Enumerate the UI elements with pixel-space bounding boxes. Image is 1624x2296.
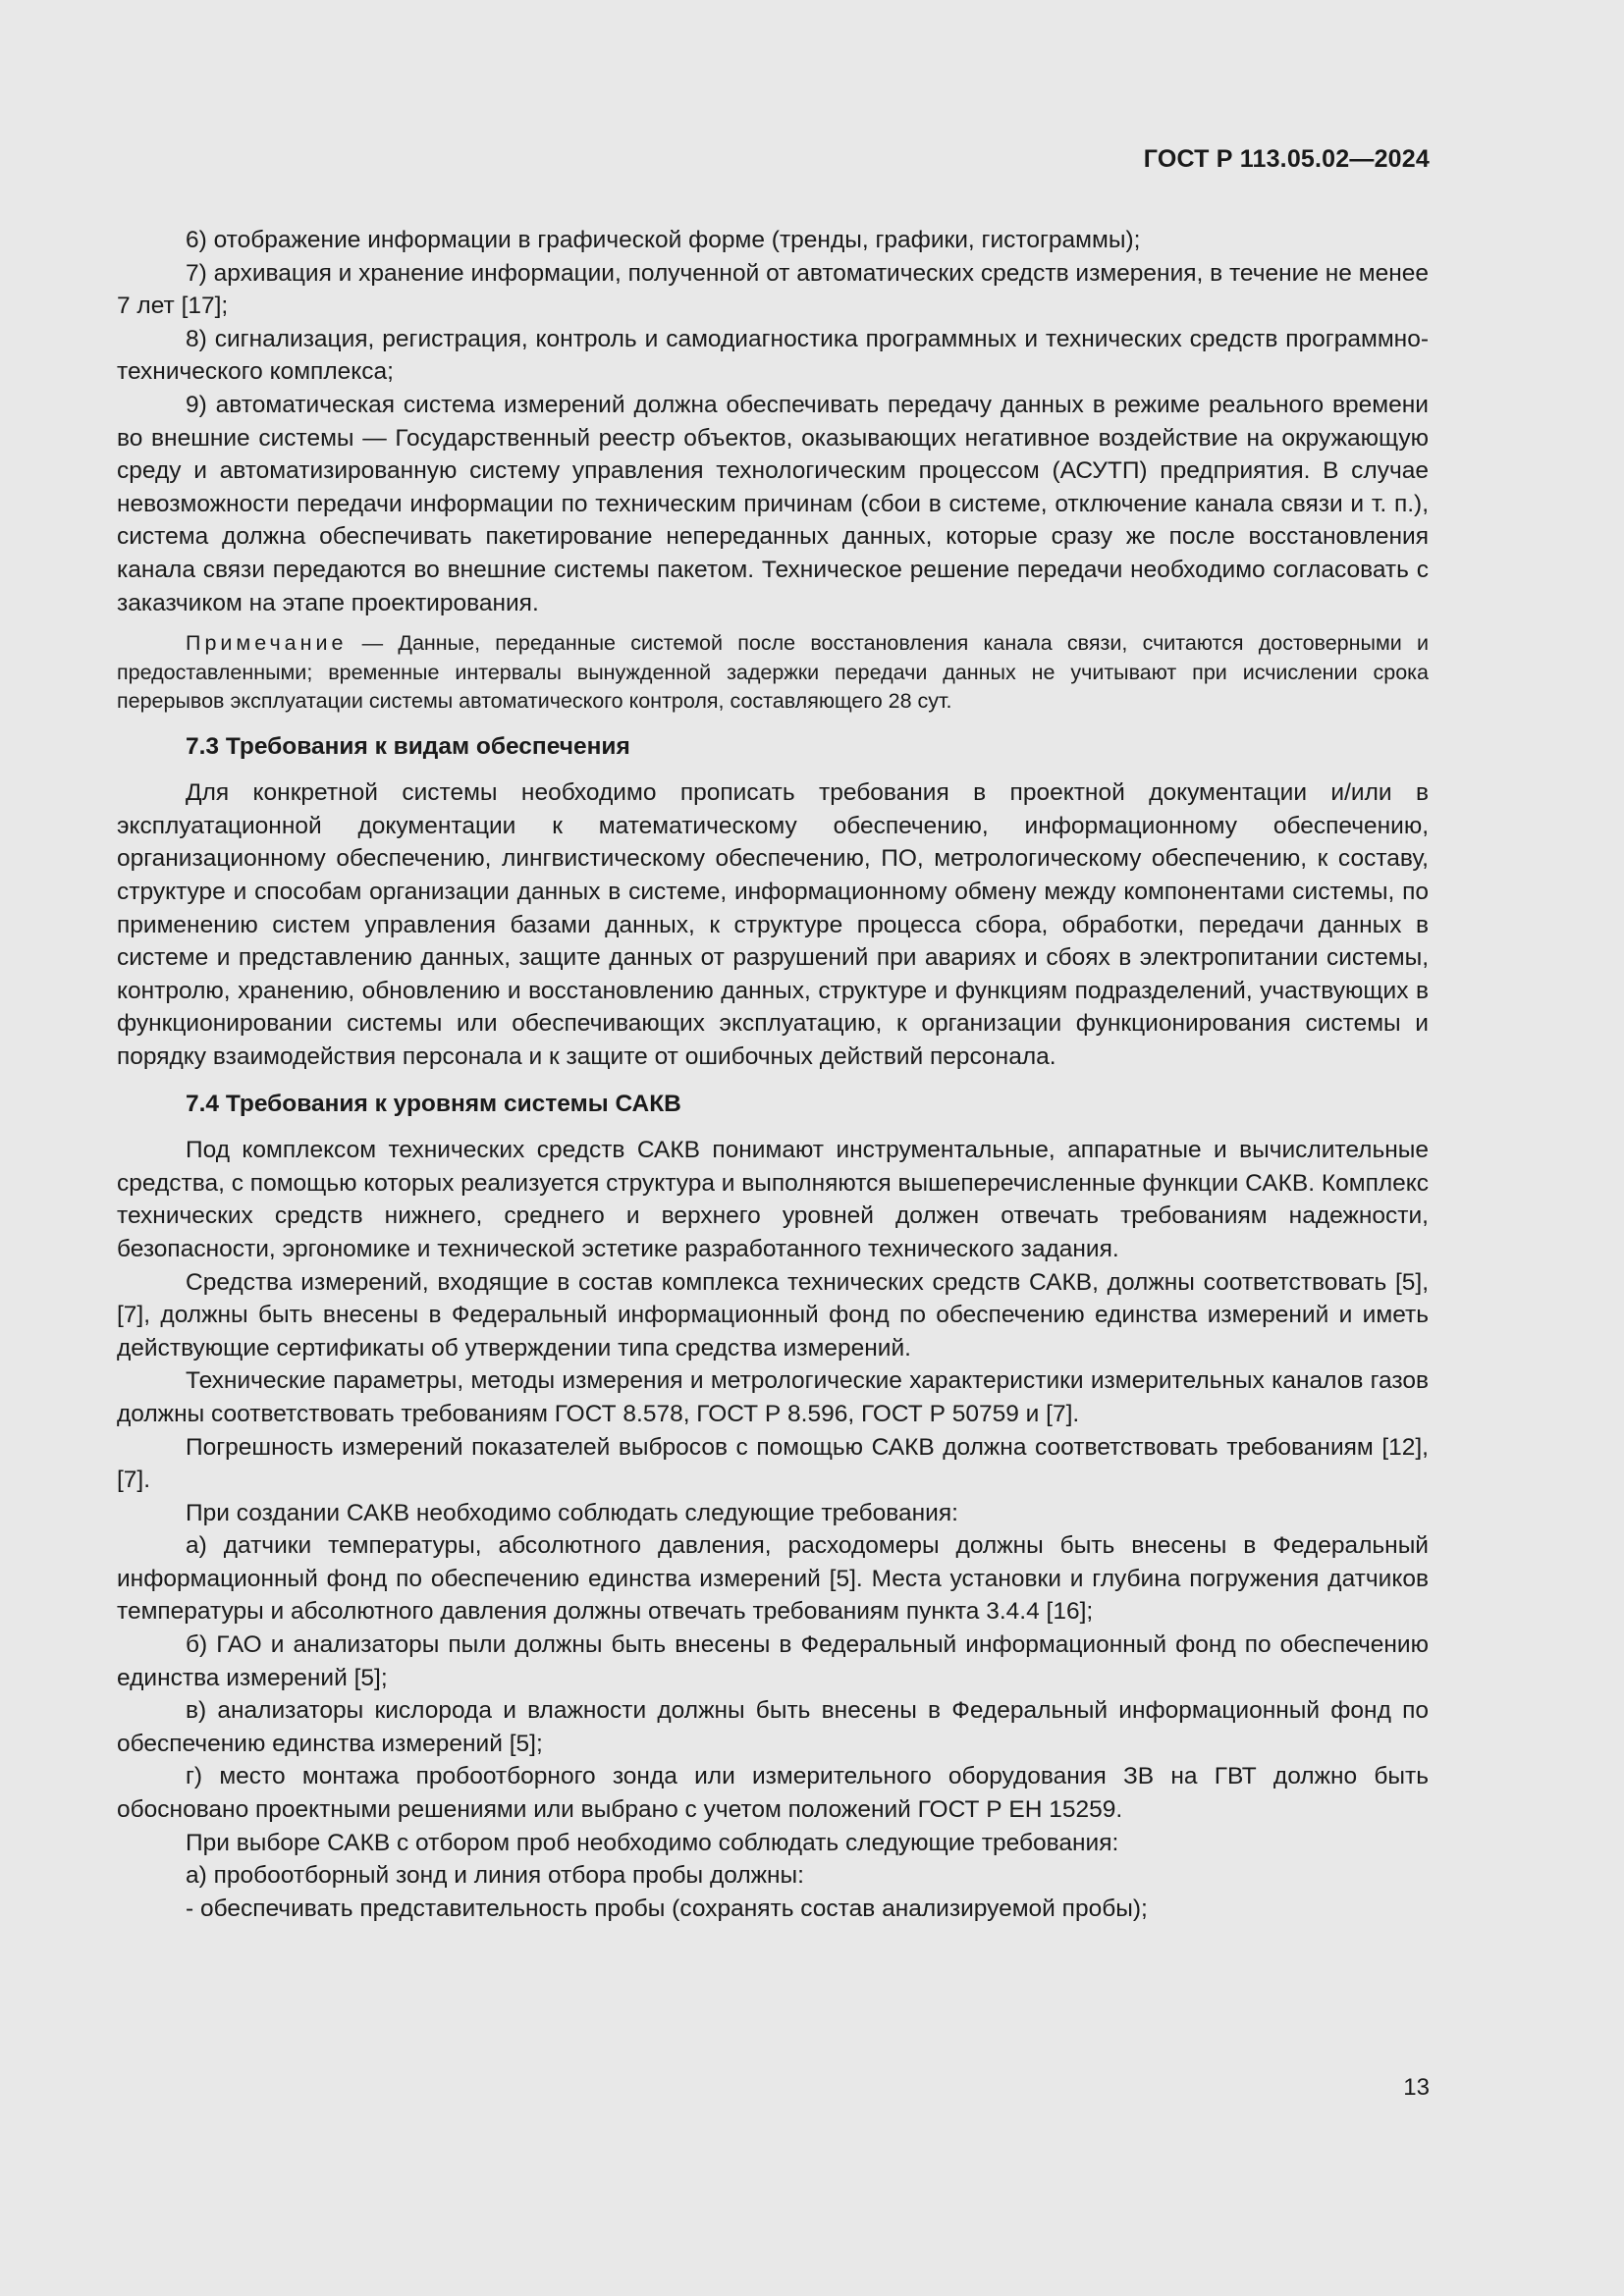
- list-item-9: 9) автоматическая система измерений должна обеспечивать передачу данных в режиме реального времени во внешние системы — Государственный реестр объектов, оказывающих негативное воздействие на окружающую среду и автоматизированную систему управления технологическим процессом (АСУТП) предприятия. В случае невозможности передачи информации по техническим причинам (сбои в системе, отключение канала связи и т. п.), система должна обеспечивать пакетирование непереданных данных, которые сразу же после восстановления канала связи передаются во внешние системы пакетом. Техническое решение передачи необходимо согласовать с заказчиком на этапе проектирования.: [117, 391, 1429, 616]
- list-item-7: 7) архивация и хранение информации, полученной от автоматических средств измерения, в течение не менее 7 лет [17];: [117, 259, 1429, 320]
- section-heading-7-3: 7.3 Требования к видам обеспечения: [186, 732, 630, 760]
- section-7-4-paragraph-3: Технические параметры, методы измерения и метрологические характеристики измерительных каналов газов должны соответствовать требованиям ГОСТ 8.578, ГОСТ Р 8.596, ГОСТ Р 50759 и [7].: [117, 1367, 1429, 1427]
- list-item-6: 6) отображение информации в графической форме (тренды, графики, гистограммы);: [186, 227, 1141, 253]
- note-label: Примечание: [186, 631, 348, 656]
- list-item-8: 8) сигнализация, регистрация, контроль и самодиагностика программных и технических средств программно-технического комплекса;: [117, 325, 1429, 386]
- section-7-3-paragraph: Для конкретной системы необходимо прописать требования в проектной документации и/или в эксплуатационной документации к математическому обеспечению, информационному обеспечению, организационному обеспечению, лингвистическому обеспечению, ПО, метрологическому обеспечению, к составу, структуре и способам организации данных в системе, информационному обмену между компонентами системы, по применению систем управления базами данных, к структуре процесса сбора, обработки, передачи данных в системе и представлению данных, защите данных от разрушений при авариях и сбоях в электропитании системы, контролю, хранению, обновлению и восстановлению данных, структуре и функциям подразделений, участвующих в функционировании системы или обеспечивающих эксплуатацию, к организации функционирования системы и порядку взаимодействия персонала и к защите от ошибочных действий персонала.: [117, 779, 1429, 1070]
- note-block: [117, 629, 1429, 717]
- requirement-item-g: г) место монтажа пробоотборного зонда или измерительного оборудования ЗВ на ГВТ должно быть обосновано проектными решениями или выбрано с учетом положений ГОСТ Р ЕН 15259.: [117, 1763, 1429, 1824]
- document-code-header: ГОСТ Р 113.05.02—2024: [1143, 145, 1430, 173]
- section-7-4-paragraph-2: Средства измерений, входящие в состав комплекса технических средств САКВ, должны соответствовать [5], [7], должны быть внесены в Федеральный информационный фонд по обеспечению единства измерений и иметь действующие сертификаты об утверждении типа средства измерений.: [117, 1268, 1429, 1362]
- sampling-item-a: а) пробоотборный зонд и линия отбора пробы должны:: [186, 1862, 804, 1890]
- page-content: [117, 224, 1429, 1925]
- section-7-4-paragraph-4: Погрешность измерений показателей выбросов с помощью САКВ должна соответствовать требованиям [12], [7].: [117, 1433, 1429, 1494]
- sampling-subitem-dash: - обеспечивать представительность пробы (сохранять состав анализируемой пробы);: [186, 1895, 1148, 1922]
- requirement-item-a: а) датчики температуры, абсолютного давления, расходомеры должны быть внесены в Федеральный информационный фонд по обеспечению единства измерений [5]. Места установки и глубина погружения датчиков температуры и абсолютного давления должны отвечать требованиям пункта 3.4.4 [16];: [117, 1532, 1429, 1626]
- section-heading-7-4: 7.4 Требования к уровням системы САКВ: [186, 1090, 681, 1117]
- note-text: — Данные, переданные системой после восстановления канала связи, считаются достоверными и предоставленными; временные интервалы вынужденной задержки передачи данных не учитывают при исчислении срока перерывов эксплуатации системы автоматического контроля, составляющего 28 сут.: [117, 631, 1429, 714]
- section-7-4-paragraph-1: Под комплексом технических средств САКВ понимают инструментальные, аппаратные и вычислительные средства, с помощью которых реализуется структура и выполняются вышеперечисленные функции САКВ. Комплекс технических средств нижнего, среднего и верхнего уровней должен отвечать требованиям надежности, безопасности, эргономике и технической эстетике разработанного технического задания.: [117, 1137, 1429, 1262]
- section-7-4-paragraph-5: При создании САКВ необходимо соблюдать следующие требования:: [186, 1499, 958, 1526]
- requirement-item-b: б) ГАО и анализаторы пыли должны быть внесены в Федеральный информационный фонд по обеспечению единства измерений [5];: [117, 1631, 1429, 1691]
- requirement-item-v: в) анализаторы кислорода и влажности должны быть внесены в Федеральный информационный фонд по обеспечению единства измерений [5];: [117, 1697, 1429, 1757]
- section-7-4-paragraph-sampling: При выборе САКВ с отбором проб необходимо соблюдать следующие требования:: [186, 1829, 1119, 1856]
- page-number: 13: [1403, 2074, 1430, 2101]
